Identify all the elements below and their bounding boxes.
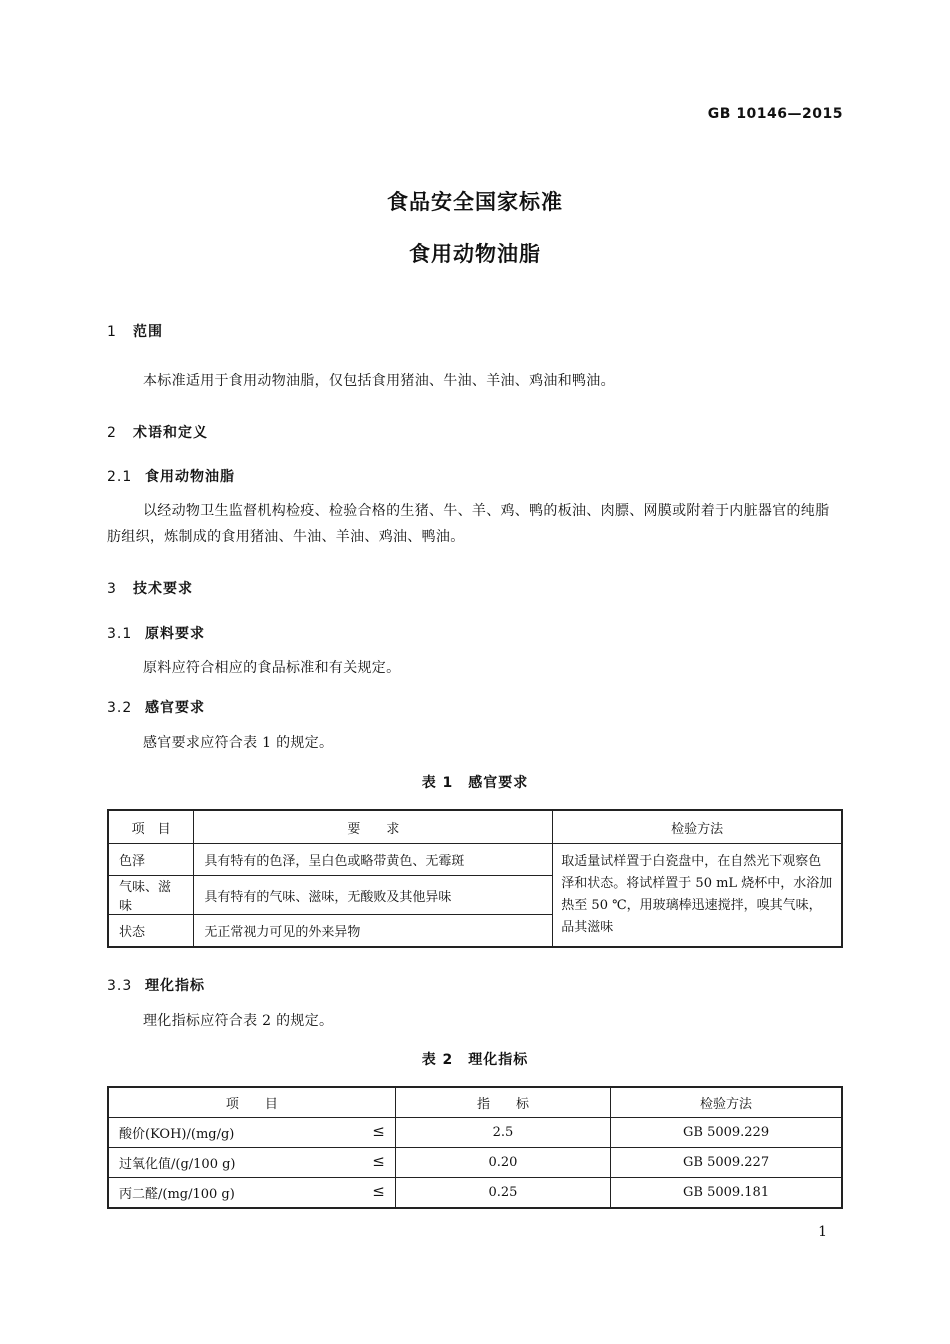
column-header: 检验方法 <box>553 810 842 844</box>
table-row <box>108 1118 842 1148</box>
physicochemical-table <box>107 1086 843 1209</box>
item-cell: 色泽 <box>108 844 194 876</box>
value-cell: 0.25 <box>395 1178 610 1209</box>
requirement-cell: 具有特有的色泽，呈白色或略带黄色、无霉斑 <box>194 844 553 876</box>
item-cell: 气味、滋味 <box>108 876 194 915</box>
requirement-cell: 具有特有的气味、滋味，无酸败及其他异味 <box>194 876 553 915</box>
section-3-2-heading <box>107 697 205 717</box>
table-row <box>108 844 842 876</box>
section-3-2-text: 感官要求应符合表 1 的规定。 <box>143 735 334 751</box>
section-2-1-text: 以经动物卫生监督机构检疫、检验合格的生猪、牛、羊、鸡、鸭的板油、肉膘、网膜或附着于内脏器官的纯脂肪组织，炼制成的食用猪油、牛油、羊油、鸡油、鸭油。 <box>107 503 830 545</box>
section-title: 原料要求 <box>145 626 205 642</box>
section-number: 3.3 <box>107 978 133 994</box>
section-number: 3.2 <box>107 700 133 716</box>
section-3-heading <box>107 578 193 598</box>
section-1-text: 本标准适用于食用动物油脂，仅包括食用猪油、牛油、羊油、鸡油和鸭油。 <box>143 373 615 389</box>
section-number: 2.1 <box>107 469 133 485</box>
section-title: 范围 <box>133 324 163 340</box>
item-cell <box>108 1178 395 1209</box>
column-header: 要 求 <box>194 810 553 844</box>
section-3-3-heading <box>107 975 205 995</box>
column-header: 指 标 <box>395 1087 610 1118</box>
item-label: 丙二醛/(mg/100 g) <box>119 1187 235 1202</box>
column-header: 项 目 <box>108 810 194 844</box>
standard-code: GB 10146—2015 <box>707 106 843 122</box>
table-header-row <box>108 1087 842 1118</box>
section-title: 术语和定义 <box>133 425 208 441</box>
table-2-caption: 表 2 理化指标 <box>421 1052 529 1068</box>
section-2-heading <box>107 422 208 442</box>
item-cell <box>108 1118 395 1148</box>
method-cell: GB 5009.227 <box>611 1148 842 1178</box>
section-number: 3.1 <box>107 626 133 642</box>
item-label: 酸价(KOH)/(mg/g) <box>119 1127 235 1142</box>
value-cell: 0.20 <box>395 1148 610 1178</box>
sensory-requirements-table <box>107 809 843 948</box>
section-3-1-text: 原料应符合相应的食品标准和有关规定。 <box>143 660 401 676</box>
section-number: 1 <box>107 324 117 340</box>
method-cell: GB 5009.181 <box>611 1178 842 1209</box>
item-cell <box>108 1148 395 1178</box>
less-equal-sign: ≤ <box>372 1152 385 1170</box>
section-title: 感官要求 <box>145 700 205 716</box>
table-row <box>108 1148 842 1178</box>
section-1-heading <box>107 321 163 341</box>
method-cell: GB 5009.229 <box>611 1118 842 1148</box>
value-cell: 2.5 <box>395 1118 610 1148</box>
main-title: 食品安全国家标准 <box>387 190 563 214</box>
method-cell: 取适量试样置于白瓷盘中，在自然光下观察色泽和状态。将试样置于 50 mL 烧杯中，水浴加热至 50 ℃，用玻璃棒迅速搅拌，嗅其气味，品其滋味 <box>553 844 842 948</box>
less-equal-sign: ≤ <box>372 1182 385 1200</box>
page-number: 1 <box>818 1224 827 1240</box>
section-title: 理化指标 <box>145 978 205 994</box>
table-row <box>108 1178 842 1209</box>
section-3-1-heading <box>107 623 205 643</box>
item-cell: 状态 <box>108 915 194 948</box>
item-label: 过氧化值/(g/100 g) <box>119 1157 236 1172</box>
sub-title: 食用动物油脂 <box>409 242 541 266</box>
less-equal-sign: ≤ <box>372 1122 385 1140</box>
section-3-3-text: 理化指标应符合表 2 的规定。 <box>143 1013 334 1029</box>
section-number: 2 <box>107 425 117 441</box>
section-2-1-heading <box>107 466 235 486</box>
section-title: 技术要求 <box>133 581 193 597</box>
table-header-row <box>108 810 842 844</box>
table-1-caption: 表 1 感官要求 <box>421 775 529 791</box>
column-header: 检验方法 <box>611 1087 842 1118</box>
section-title: 食用动物油脂 <box>145 469 235 485</box>
column-header: 项 目 <box>108 1087 395 1118</box>
section-number: 3 <box>107 581 117 597</box>
requirement-cell: 无正常视力可见的外来异物 <box>194 915 553 948</box>
